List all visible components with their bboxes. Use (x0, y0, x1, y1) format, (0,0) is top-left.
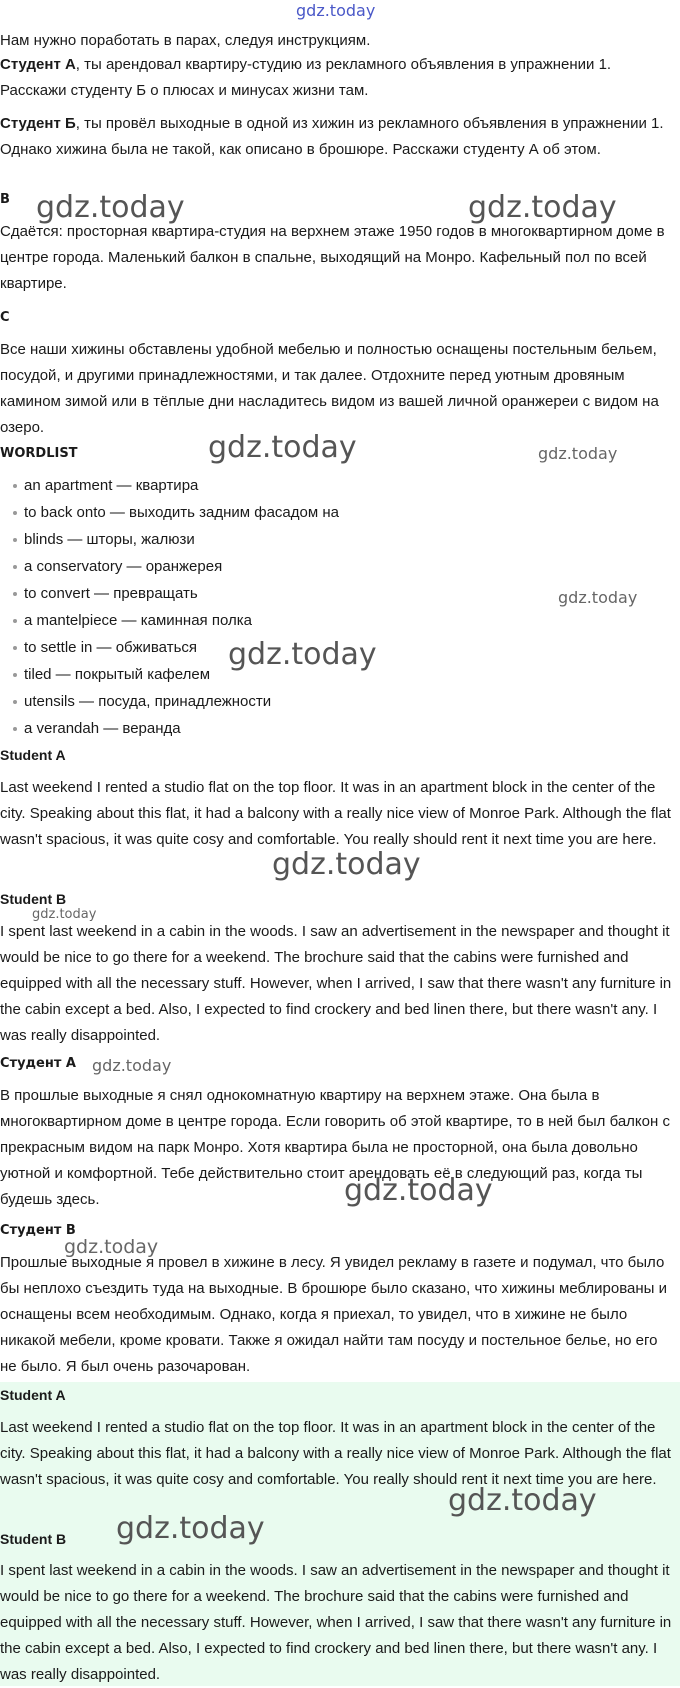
watermark: gdz.today (558, 588, 638, 607)
section-c-label: C (0, 310, 10, 325)
wordlist-item: utensils — посуда, принадлежности (0, 688, 680, 715)
student-a-task (0, 52, 678, 104)
answer-ru-student-b-label: Студент В (0, 1223, 76, 1238)
wordlist-item: an apartment — квартира (0, 472, 680, 499)
watermark: gdz.today (538, 444, 618, 463)
answer-ru-student-a-label: Студент А (0, 1056, 76, 1071)
bullet-icon (13, 565, 17, 569)
answer-final-student-b-text: I spent last weekend in a cabin in the woods. I saw an advertisement in the newspaper and thought it would be nice to go there for a weekend. The brochure said that the cabins were furnished and equipped with all the necessary stuff. However, when I arrived, I saw that there wasn't any furniture in the cabin except a bed. Also, I expected to find crockery and bed linen there, but there wasn't any. I was really disappointed. (0, 1562, 672, 1683)
bullet-icon (13, 592, 17, 596)
student-a-task-label: Студент А (0, 56, 76, 73)
student-a-task-text: , ты арендовал квартиру-студию из рекламного объявления в упражнении 1. Расскажи студенту Б о плюсах и минусах жизни там. (0, 56, 612, 99)
watermark: gdz.today (468, 190, 617, 225)
student-b-task-text: , ты провёл выходные в одной из хижин из рекламного объявления в упражнении 1. Однако хижина была не такой, как описано в брошюре. Расскажи студенту А об этом. (0, 115, 664, 158)
wordlist-item: a mantelpiece — каминная полка (0, 607, 680, 634)
wordlist-title: WORDLIST (0, 446, 78, 461)
answer-en-student-a-label: Student A (0, 747, 66, 763)
watermark: gdz.today (208, 430, 357, 465)
student-b-task (0, 111, 678, 163)
wordlist-item: to back onto — выходить задним фасадом на (0, 499, 680, 526)
section-b-label: B (0, 192, 10, 207)
answer-final-student-b-label: Student B (0, 1531, 67, 1547)
watermark: gdz.today (116, 1511, 265, 1546)
answer-final-student-a-text: Last weekend I rented a studio flat on the top floor. It was in an apartment block in the center of the city. Speaking about this flat, it had a balcony with a really nice view of Monroe Park. Although the flat wasn't spacious, it was quite cosy and comfortable. You really should rent it next time you are here. (0, 1419, 671, 1488)
watermark: gdz.today (32, 907, 97, 922)
watermark: gdz.today (272, 847, 421, 882)
section-c-text: Все наши хижины обставлены удобной мебелью и полностью оснащены постельным бельем, посудой, и другими принадлежностями, и так далее. Отдохните перед уютным дровяным камином зимой или в тёплые дни насладитесь видом из вашей личной оранжереи с видом на озеро. (0, 341, 659, 436)
wordlist-item: blinds — шторы, жалюзи (0, 526, 680, 553)
answer-en-student-b-text: I spent last weekend in a cabin in the woods. I saw an advertisement in the newspaper and thought it would be nice to go there for a weekend. The brochure said that the cabins were furnished and equipped with all the necessary stuff. However, when I arrived, I saw that there wasn't any furniture in the cabin except a bed. Also, I expected to find crockery and bed linen there, but there wasn't any. I was really disappointed. (0, 923, 672, 1044)
bullet-icon (13, 484, 17, 488)
watermark: gdz.today (344, 1173, 493, 1208)
bullet-icon (13, 700, 17, 704)
bullet-icon (13, 538, 17, 542)
instruction-text: Нам нужно поработать в парах, следуя инструкциям. (0, 32, 371, 49)
bullet-icon (13, 511, 17, 515)
watermark: gdz.today (92, 1056, 172, 1075)
watermark: gdz.today (64, 1236, 159, 1258)
watermark: gdz.today (228, 637, 377, 672)
answer-en-student-b-label: Student B (0, 891, 67, 907)
watermark: gdz.today (36, 190, 185, 225)
answer-ru-student-a-text: В прошлые выходные я снял однокомнатную квартиру на верхнем этаже. Она была в многоквартирном доме в центре города. Если говорить об этой квартире, то в ней был балкон с прекрасным видом на парк Монро. Хотя квартира была не просторной, она была довольно уютной и комфортной. Тебе действительно стоит арендовать её в следующий раз, когда ты будешь здесь. (0, 1087, 670, 1208)
watermark: gdz.today (296, 1, 376, 20)
bullet-icon (13, 673, 17, 677)
answer-ru-student-b-text: Прошлые выходные я провел в хижине в лесу. Я увидел рекламу в газете и подумал, что было бы неплохо съездить туда на выходные. В брошюре было сказано, что хижины меблированы и оснащены всем необходимым. Однако, когда я приехал, то увидел, что в хижине не было никакой мебели, кроме кровати. Также я ожидал найти там посуду и постельное белье, но его не было. Я был очень разочарован. (0, 1254, 667, 1375)
wordlist-item: tiled — покрытый кафелем (0, 661, 680, 688)
wordlist-item: to settle in — обживаться (0, 634, 680, 661)
answer-en-student-a-text: Last weekend I rented a studio flat on the top floor. It was in an apartment block in the center of the city. Speaking about this flat, it had a balcony with a really nice view of Monroe Park. Although the flat wasn't spacious, it was quite cosy and comfortable. You really should rent it next time you are here. (0, 779, 671, 848)
section-b-text: Сдаётся: просторная квартира-студия на верхнем этаже 1950 годов в многоквартирном доме в центре города. Маленький балкон в спальне, выходящий на Монро. Кафельный пол по всей квартире. (0, 223, 665, 292)
bullet-icon (13, 646, 17, 650)
bullet-icon (13, 619, 17, 623)
wordlist-item: to convert — превращать (0, 580, 680, 607)
bullet-icon (13, 727, 17, 731)
wordlist (0, 472, 680, 742)
answer-final-student-a-label: Student A (0, 1387, 66, 1403)
wordlist-item: a conservatory — оранжерея (0, 553, 680, 580)
wordlist-item: a verandah — веранда (0, 715, 680, 742)
watermark: gdz.today (448, 1483, 597, 1518)
student-b-task-label: Студент Б (0, 115, 76, 132)
